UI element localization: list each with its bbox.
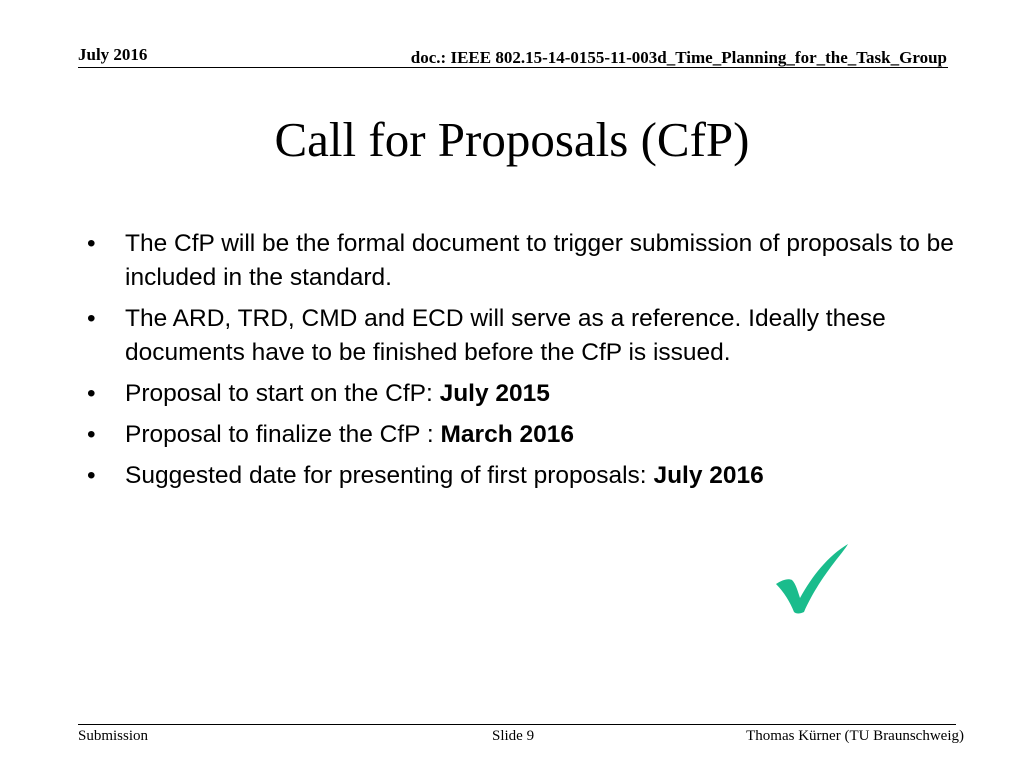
bullet-dot-icon: • <box>87 305 96 332</box>
bullet-date: March 2016 <box>440 421 574 448</box>
bullet-date: July 2016 <box>653 462 764 489</box>
header-date: July 2016 <box>78 45 148 64</box>
bullet-dot-icon: • <box>87 380 96 407</box>
footer-submission: Submission <box>78 728 149 744</box>
bullet-item <box>80 418 960 452</box>
bullet-text: The ARD, TRD, CMD and ECD will serve as a reference. Ideally these documents have to be finished before the CfP is issued. <box>125 305 886 366</box>
bullet-item <box>80 302 960 370</box>
bullet-item <box>80 227 960 295</box>
slide-title: Call for Proposals (CfP) <box>274 112 750 167</box>
footer-slide-number: Slide 9 <box>492 728 535 744</box>
bullet-item <box>80 377 960 411</box>
bullet-date: July 2015 <box>439 380 550 407</box>
bullet-text: The CfP will be the formal document to trigger submission of proposals to be included in the standard. <box>125 230 954 291</box>
bullet-dot-icon: • <box>87 462 96 489</box>
header-doc-reference: doc.: IEEE 802.15-14-0155-11-003d_Time_Planning_for_the_Task_Group <box>410 48 947 67</box>
checkmark-icon <box>772 540 852 620</box>
footer-author: Thomas Kürner (TU Braunschweig) <box>746 728 964 744</box>
bullet-item <box>80 459 960 493</box>
bullet-dot-icon: • <box>87 230 96 257</box>
bullet-dot-icon: • <box>87 421 96 448</box>
bullet-text: Proposal to start on the CfP: <box>125 380 440 407</box>
footer-divider <box>78 724 956 725</box>
header-divider <box>78 67 948 68</box>
bullet-text: Proposal to finalize the CfP : <box>125 421 441 448</box>
bullet-list <box>80 227 960 500</box>
bullet-text: Suggested date for presenting of first proposals: <box>125 462 654 489</box>
